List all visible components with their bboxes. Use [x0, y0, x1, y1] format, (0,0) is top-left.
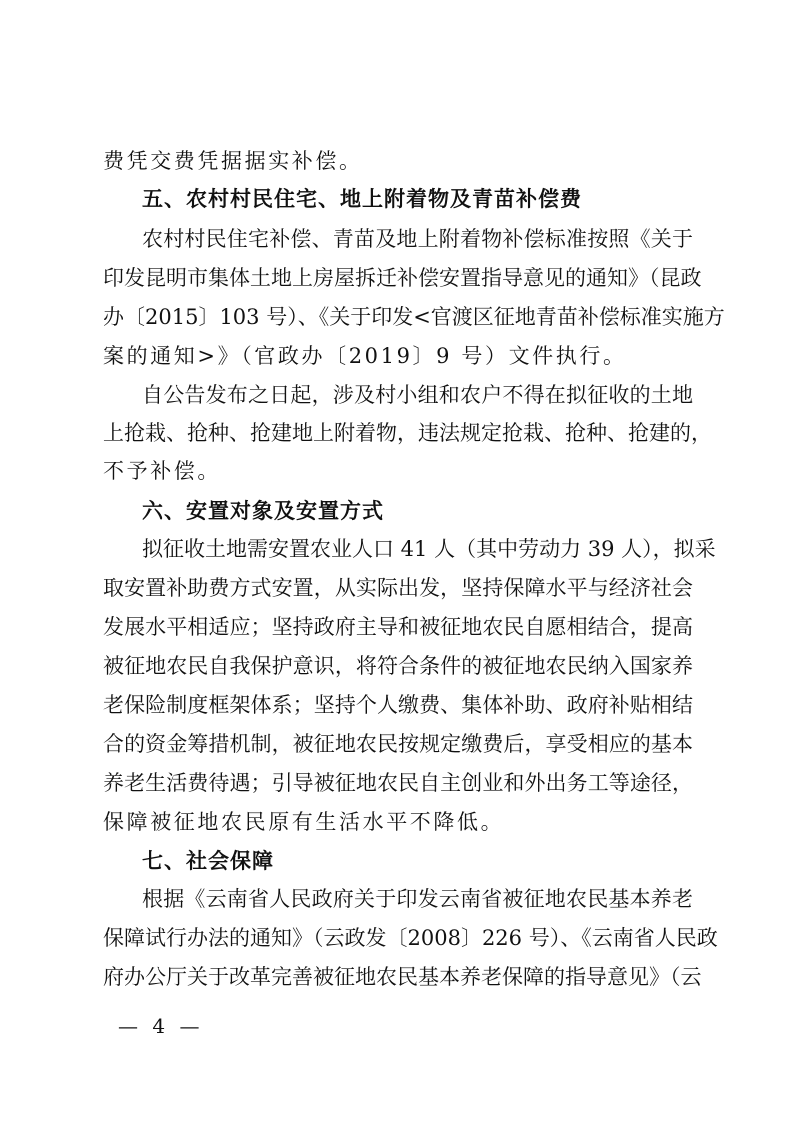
text-line: 合的资金筹措机制，被征地农民按规定缴费后，享受相应的基本 [103, 732, 693, 756]
text-line: 府办公厅关于改革完善被征地农民基本养老保障的指导意见》（云 [103, 965, 702, 989]
text-line: 拟征收土地需安置农业人口 41 人（其中劳动力 39 人），拟采 [142, 537, 716, 561]
text-line: 发展水平相适应；坚持政府主导和被征地农民自愿相结合，提高 [103, 615, 693, 639]
text-line: 办〔2015〕103 号）、《关于印发<官渡区征地青苗补偿标准实施方 [103, 305, 725, 329]
section-heading-6: 六、安置对象及安置方式 [142, 499, 384, 523]
section-heading-5: 五、农村村民住宅、地上附着物及青苗补偿费 [142, 187, 582, 211]
text-line: 费凭交费凭据据实补偿。 [103, 149, 363, 173]
text-line: 根据《云南省人民政府关于印发云南省被征地农民基本养老 [142, 887, 693, 911]
text-line: 印发昆明市集体土地上房屋拆迁补偿安置指导意见的通知》（昆政 [103, 266, 702, 290]
text-line: 案的通知>》（官政办〔2019〕9 号）文件执行。 [103, 344, 627, 368]
text-line: 自公告发布之日起，涉及村小组和农户不得在拟征收的土地 [142, 383, 693, 407]
text-line: 保障被征地农民原有生活水平不降低。 [103, 810, 505, 834]
text-line: 取安置补助费方式安置，从实际出发，坚持保障水平与经济社会 [103, 576, 693, 600]
page-number: — 4 — [118, 1014, 204, 1038]
text-line: 不予补偿。 [103, 459, 221, 483]
text-line: 保障试行办法的通知》（云政发〔2008〕226 号）、《云南省人民政 [103, 926, 718, 950]
section-heading-7: 七、社会保障 [142, 849, 274, 873]
text-line: 老保险制度框架体系；坚持个人缴费、集体补助、政府补贴相结 [103, 693, 693, 717]
text-line: 被征地农民自我保护意识，将符合条件的被征地农民纳入国家养 [103, 654, 693, 678]
text-line: 养老生活费待遇；引导被征地农民自主创业和外出务工等途径， [103, 771, 693, 795]
text-line: 上抢栽、抢种、抢建地上附着物，违法规定抢栽、抢种、抢建的， [103, 421, 712, 445]
text-line: 农村村民住宅补偿、青苗及地上附着物补偿标准按照《关于 [142, 227, 693, 251]
